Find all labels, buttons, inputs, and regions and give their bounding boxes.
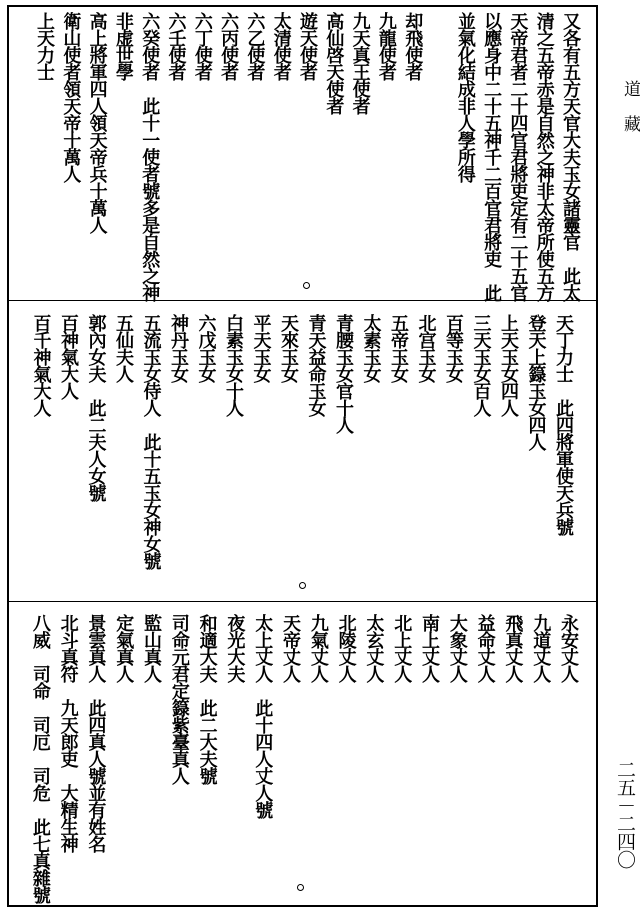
text-column: 青腰玉女官十人 bbox=[333, 314, 354, 433]
text-column: 九氣丈人 bbox=[307, 614, 329, 682]
text-column: 監山真人 bbox=[141, 614, 162, 682]
text-column: 北宫玉女 bbox=[415, 314, 437, 382]
text-column: 神丹玉女 bbox=[168, 314, 189, 382]
text-column: 六壬使者 bbox=[165, 12, 187, 80]
text-column: 夜光大夫 bbox=[224, 614, 246, 682]
text-column: 以應身中二十五神千二百官君將吏 此 bbox=[481, 12, 503, 301]
text-column: 北上丈人 bbox=[391, 614, 413, 682]
text-column: 司命元君定籙紫臺真人 bbox=[168, 614, 190, 784]
text-panel-2 bbox=[8, 314, 597, 598]
text-column: 五仙夫人 bbox=[113, 314, 134, 382]
text-column: 清之五帝赤是自然之神非太帝所使五方 bbox=[533, 12, 555, 301]
text-column: 大象丈人 bbox=[446, 614, 468, 682]
text-column: 天丁力士 此四將軍使天兵號 bbox=[553, 314, 574, 535]
text-panel-1 bbox=[8, 12, 597, 301]
text-column: 六戊玉女 bbox=[195, 314, 217, 382]
text-column: 九龍使者 bbox=[375, 12, 397, 80]
text-column: 永安丈人 bbox=[558, 614, 579, 682]
text-column: 天帝丈人 bbox=[280, 614, 301, 682]
text-column: 太清使者 bbox=[270, 12, 292, 80]
text-column: 五流玉女侍人 此十五玉女神女號 bbox=[140, 314, 162, 569]
text-column: 益命丈人 bbox=[474, 614, 496, 682]
text-column: 六丙使者 bbox=[218, 12, 240, 80]
text-column: 南上丈人 bbox=[419, 614, 440, 682]
text-column: 太玄丈人 bbox=[363, 614, 385, 682]
margin-top-label: 道藏 bbox=[620, 80, 640, 150]
text-column: 天帝君者二十四官君將吏定有二十五官 bbox=[507, 12, 529, 301]
panel-circle-mark bbox=[299, 582, 306, 589]
panel-circle-mark bbox=[303, 282, 310, 289]
text-column: 上天力士 bbox=[34, 12, 55, 80]
text-column: 五帝玉女 bbox=[388, 314, 409, 382]
text-column: 平天玉女 bbox=[250, 314, 272, 382]
text-column: 非虚世學 bbox=[112, 12, 134, 80]
text-column: 九天真王使者 bbox=[349, 12, 371, 114]
text-column: 並氣化結成非人學所得 bbox=[454, 12, 476, 182]
text-column: 六丁使者 bbox=[191, 12, 213, 80]
panel-circle-mark bbox=[297, 884, 304, 891]
text-column: 太上丈人 此十四人丈人號 bbox=[252, 614, 274, 818]
text-column: 高上將軍四人領天帝兵十萬人 bbox=[86, 12, 108, 233]
text-column: 百千神氣大人 bbox=[30, 314, 52, 416]
text-column: 上天玉女四人 bbox=[498, 314, 519, 416]
text-column: 百等玉女 bbox=[443, 314, 464, 382]
text-column: 飛真丈人 bbox=[502, 614, 524, 682]
text-column: 衛山使者領天帝十萬人 bbox=[60, 12, 82, 182]
text-column: 太素玉女 bbox=[360, 314, 382, 382]
text-column: 定氣真人 bbox=[113, 614, 135, 682]
text-column: 郭內女夫 此二夫人女號 bbox=[85, 314, 107, 501]
text-column: 和適大夫 此二大夫號 bbox=[196, 614, 218, 784]
text-column: 北陵丈人 bbox=[335, 614, 357, 682]
text-column: 八威 司命 司厄 司危 此七真雜號 bbox=[29, 614, 51, 903]
text-column: 九道丈人 bbox=[530, 614, 552, 682]
text-column: 百神氣大人 bbox=[58, 314, 79, 399]
text-column: 遊天使者 bbox=[297, 12, 318, 80]
text-column: 三天玉女百人 bbox=[470, 314, 492, 416]
text-column: 景雲真人 此四真人號並有姓名 bbox=[85, 614, 107, 852]
text-column: 北斗真符 九天郎吏 大精生神 bbox=[57, 614, 79, 852]
text-column: 登天上籙玉女四人 bbox=[525, 314, 547, 450]
text-column: 高仙啓天使者 bbox=[323, 12, 345, 114]
text-column: 六癸使者 此十一使者號多是自然之神 bbox=[139, 12, 161, 301]
text-column: 又各有五方天官大夫玉女諸靈官 此太 bbox=[560, 12, 581, 301]
text-column: 白素玉女十人 bbox=[223, 314, 244, 416]
margin-page-number: 二五－二四〇 bbox=[614, 760, 636, 868]
text-column: 青天益命玉女 bbox=[305, 314, 327, 416]
panel-divider bbox=[7, 601, 598, 602]
text-column: 天來玉女 bbox=[278, 314, 299, 382]
text-panel-3 bbox=[8, 614, 597, 902]
text-column: 却飛使者 bbox=[402, 12, 424, 80]
text-column: 六乙使者 bbox=[244, 12, 266, 80]
